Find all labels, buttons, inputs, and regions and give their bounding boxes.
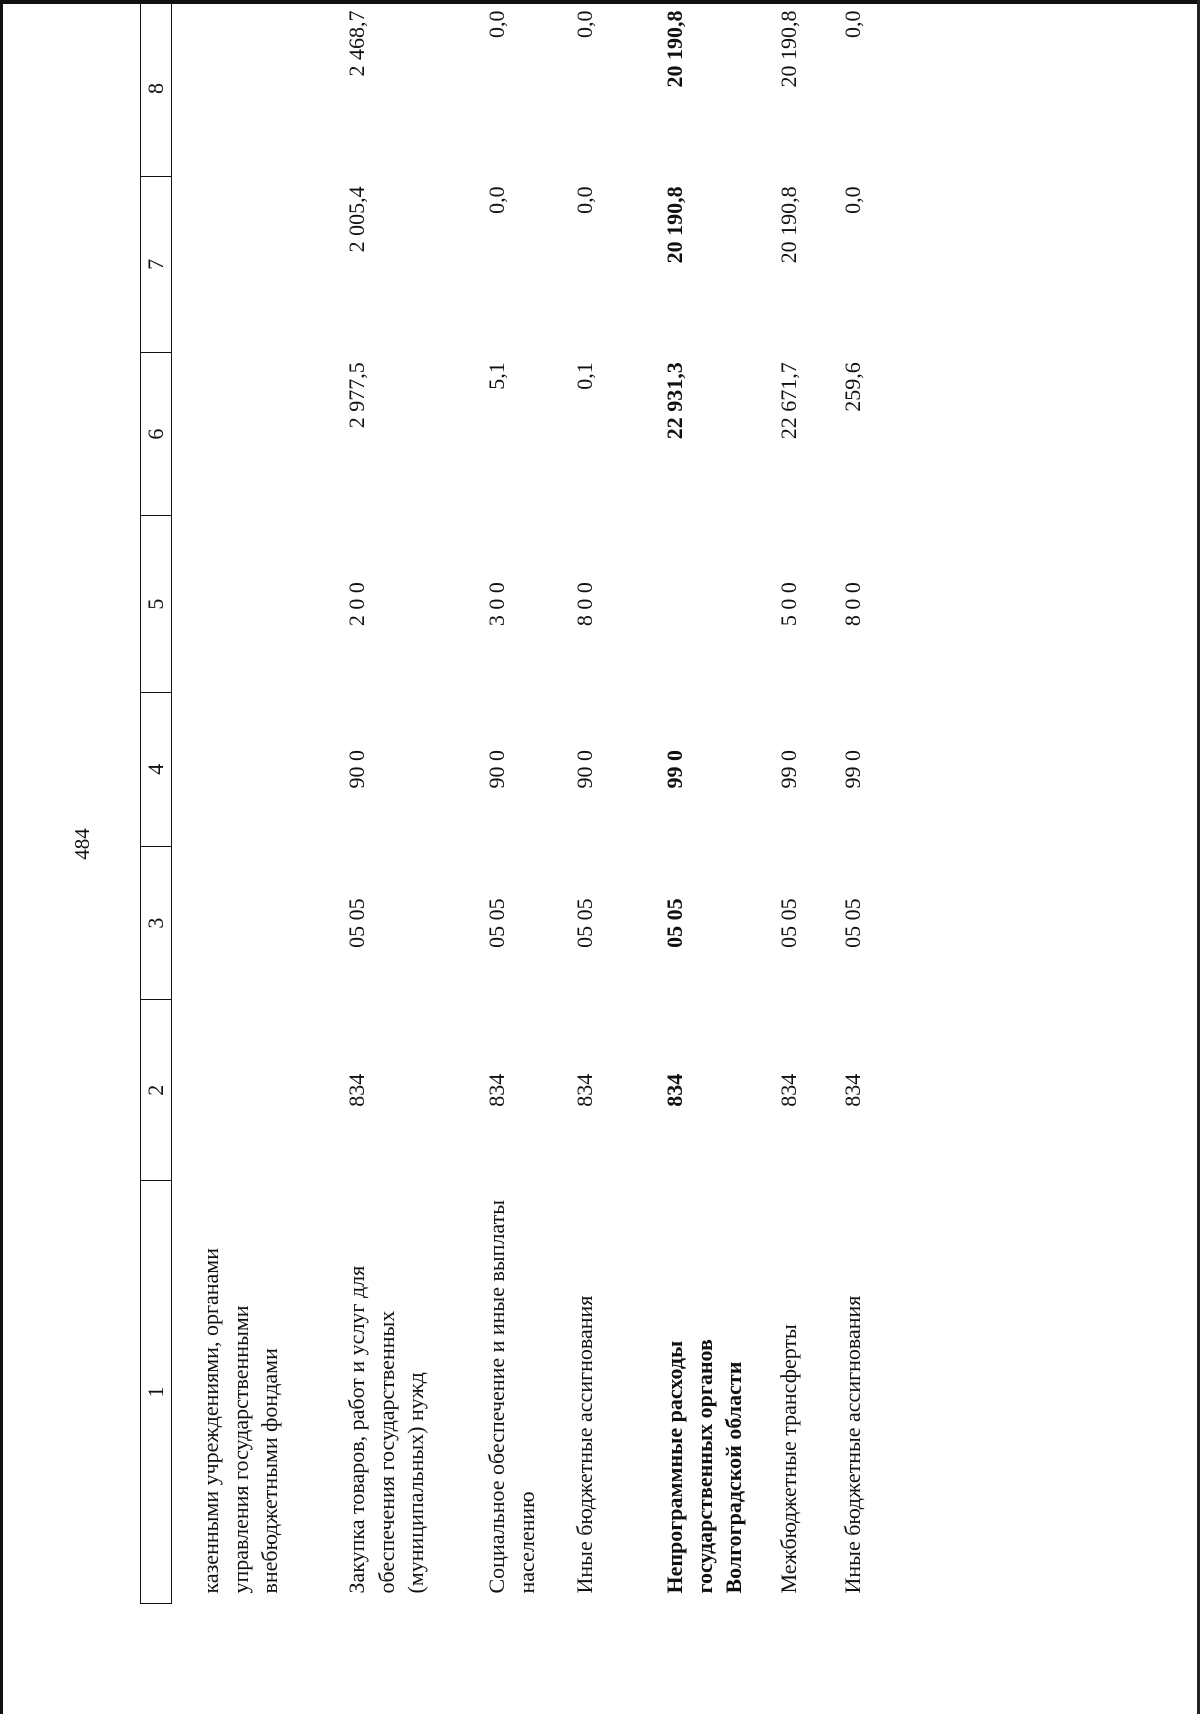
row-value-col8: 2 468,7 [344,10,369,77]
row-name: Иные бюджетные ассигнования [572,1295,597,1594]
row-value-col6 [172,352,323,516]
row-value-col6: 2 977,5 [344,362,369,429]
row-name: казенными учреждениями, органами управления государственными внебюджетными фондами [198,1248,283,1594]
page-number: 484 [70,828,94,860]
row-name: Непрограммные расходы государственных органов Волгоградской области [662,1339,747,1594]
row-program-code [172,692,323,846]
table-header-row [141,1,172,1604]
table-row [560,1,650,1604]
row-program-code: 99 0 [776,750,801,789]
row-ministry-code [172,1000,323,1180]
row-expense-type: 5 0 0 [776,582,801,627]
row-value-col8: 20 190,8 [776,10,801,88]
row-value-col8 [172,1,323,177]
row-ministry-code: 834 [840,1073,865,1107]
row-value-col7: 0,0 [484,186,509,214]
row-ministry-code: 834 [776,1073,801,1107]
row-value-col8: 0,0 [572,10,597,38]
row-value-col6: 5,1 [484,362,509,390]
row-value-col7: 20 190,8 [662,186,687,264]
table-row [828,1,918,1604]
row-ministry-code: 834 [662,1073,687,1107]
row-value-col7 [172,176,323,352]
row-expense-type: 3 0 0 [484,582,509,627]
table-row [322,1,470,1604]
row-section-code: 05 05 [344,898,369,948]
row-program-code: 99 0 [840,750,865,789]
row-value-col8: 0,0 [484,10,509,38]
header-col-4: 4 [141,692,172,846]
table-row [470,1,560,1604]
row-ministry-code: 834 [344,1073,369,1107]
row-name: Иные бюджетные ассигнования [840,1295,865,1594]
row-ministry-code: 834 [572,1073,597,1107]
row-name: Социальное обеспечение и иные выплаты населению [484,1200,539,1594]
row-program-code: 90 0 [344,750,369,789]
row-value-col6: 22 931,3 [662,362,687,440]
row-name: Межбюджетные трансферты [776,1324,801,1594]
row-section-code: 05 05 [572,898,597,948]
header-col-2: 2 [141,1000,172,1180]
header-col-8: 8 [141,1,172,177]
row-expense-type: 8 0 0 [840,582,865,627]
row-value-col6: 259,6 [840,362,865,412]
row-expense-type [172,516,323,692]
row-value-col6: 22 671,7 [776,362,801,440]
row-section-code: 05 05 [484,898,509,948]
row-expense-type [650,516,762,692]
table-row [172,1,323,1604]
row-expense-type: 2 0 0 [344,582,369,627]
row-value-col6: 0,1 [572,362,597,390]
row-name: Закупка товаров, работ и услуг для обеспечения государственных (муниципальных) нужд [344,1265,429,1594]
row-value-col7: 0,0 [840,186,865,214]
header-col-5: 5 [141,516,172,692]
row-program-code: 90 0 [484,750,509,789]
row-section-code: 05 05 [662,898,687,948]
table-row [650,1,762,1604]
row-value-col7: 0,0 [572,186,597,214]
header-col-3: 3 [141,846,172,1000]
header-col-7: 7 [141,176,172,352]
header-col-1: 1 [141,1180,172,1603]
row-value-col7: 20 190,8 [776,186,801,264]
table-row [762,1,828,1604]
row-value-col8: 20 190,8 [662,10,687,88]
row-program-code: 90 0 [572,750,597,789]
row-section-code [172,846,323,1000]
row-ministry-code: 834 [484,1073,509,1107]
row-section-code: 05 05 [776,898,801,948]
row-program-code: 99 0 [662,750,687,789]
row-section-code: 05 05 [840,898,865,948]
header-col-6: 6 [141,352,172,516]
row-expense-type: 8 0 0 [572,582,597,627]
row-value-col7: 2 005,4 [344,186,369,253]
row-value-col8: 0,0 [840,10,865,38]
budget-table [140,0,918,1604]
